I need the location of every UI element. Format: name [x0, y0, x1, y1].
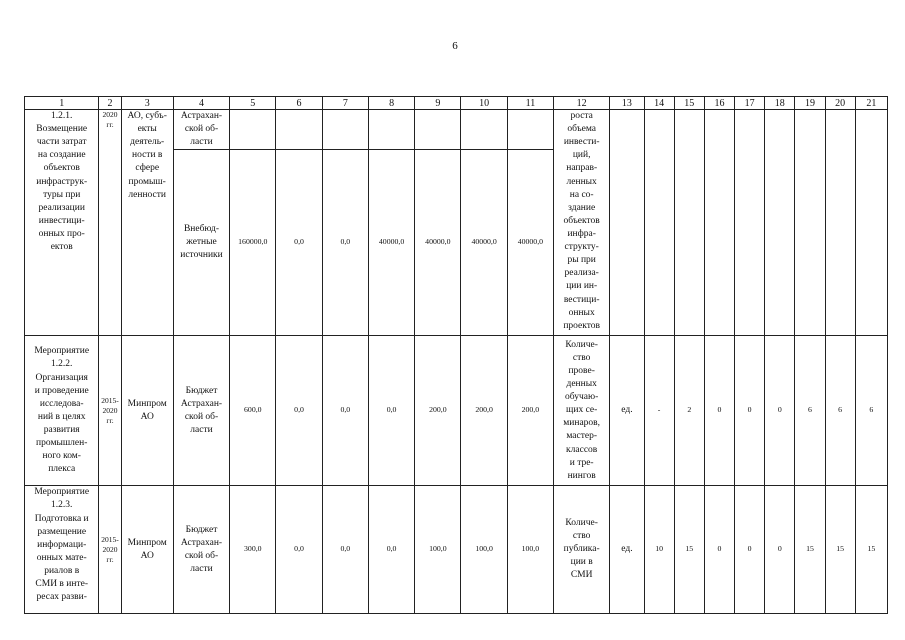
- target-cell: 0: [704, 486, 734, 614]
- activity-period: 2020 гг.: [99, 110, 121, 336]
- column-number: 16: [704, 97, 734, 110]
- target-cell: 6: [795, 336, 825, 486]
- value-cell: [507, 110, 553, 150]
- target-cell: 0: [765, 336, 795, 486]
- target-cell: 15: [855, 486, 887, 614]
- column-number: 21: [855, 97, 887, 110]
- indicator-name: Количе- ство прове- денных обучаю- щих се- минаров, мастер- классов и тре- нингов: [554, 336, 610, 486]
- value-cell: 0,0: [368, 336, 414, 486]
- target-cell: 0: [765, 486, 795, 614]
- value-cell: 200,0: [415, 336, 461, 486]
- activity-name: Мероприятие 1.2.2. Организация и проведение исследова- ний в целях развития промышлен- ного ком- плекса: [25, 336, 99, 486]
- indicator-name: Количе- ство публика- ции в СМИ: [554, 486, 610, 614]
- column-number: 8: [368, 97, 414, 110]
- target-cell: 15: [795, 486, 825, 614]
- column-number: 12: [554, 97, 610, 110]
- activity-name: 1.2.1. Возмещение части затрат на создание объектов инфраструк- туры при реализации инвестици- онных про- ектов: [25, 110, 99, 336]
- column-number: 19: [795, 97, 825, 110]
- target-cell: -: [644, 336, 674, 486]
- funding-source: Астрахан- ской об- ласти: [173, 110, 229, 150]
- column-number: 20: [825, 97, 855, 110]
- table-row: [25, 110, 888, 150]
- table-row: [25, 486, 888, 614]
- value-cell: 0,0: [276, 336, 322, 486]
- value-cell: 600,0: [230, 336, 276, 486]
- activity-executor: Минпром АО: [121, 336, 173, 486]
- column-number: 4: [173, 97, 229, 110]
- value-cell: 0,0: [276, 150, 322, 336]
- column-number-row: [25, 97, 888, 110]
- value-cell: 0,0: [322, 150, 368, 336]
- target-cell: [644, 110, 674, 336]
- value-cell: [368, 110, 414, 150]
- column-number: 6: [276, 97, 322, 110]
- target-cell: [855, 110, 887, 336]
- funding-source: Бюджет Астрахан- ской об- ласти: [173, 336, 229, 486]
- column-number: 7: [322, 97, 368, 110]
- value-cell: 100,0: [507, 486, 553, 614]
- target-cell: [795, 110, 825, 336]
- value-cell: 100,0: [415, 486, 461, 614]
- column-number: 10: [461, 97, 507, 110]
- target-cell: [674, 110, 704, 336]
- column-number: 2: [99, 97, 121, 110]
- target-cell: 10: [644, 486, 674, 614]
- value-cell: 0,0: [322, 336, 368, 486]
- value-cell: 0,0: [276, 486, 322, 614]
- indicator-name: роста объема инвести- ций, направ- ленных на со- здание объектов инфра- структу- ры при реализа- ции ин- вестици- онных проектов: [554, 110, 610, 336]
- column-number: 1: [25, 97, 99, 110]
- value-cell: 0,0: [322, 486, 368, 614]
- value-cell: 40000,0: [507, 150, 553, 336]
- value-cell: [322, 110, 368, 150]
- target-cell: [825, 110, 855, 336]
- page-number: 6: [452, 40, 458, 52]
- activity-executor: Минпром АО: [121, 486, 173, 614]
- value-cell: 160000,0: [230, 150, 276, 336]
- unit-cell: ед.: [610, 486, 644, 614]
- target-cell: [765, 110, 795, 336]
- value-cell: 40000,0: [368, 150, 414, 336]
- value-cell: 200,0: [461, 336, 507, 486]
- column-number: 13: [610, 97, 644, 110]
- column-number: 3: [121, 97, 173, 110]
- column-number: 17: [735, 97, 765, 110]
- activity-executor: АО, субъ- екты деятель- ности в сфере промыш- ленности: [121, 110, 173, 336]
- value-cell: 40000,0: [461, 150, 507, 336]
- table-row: [25, 336, 888, 486]
- value-cell: 100,0: [461, 486, 507, 614]
- value-cell: [461, 110, 507, 150]
- value-cell: [230, 110, 276, 150]
- activity-period: 2015- 2020 гг.: [99, 486, 121, 614]
- target-cell: 6: [825, 336, 855, 486]
- column-number: 9: [415, 97, 461, 110]
- value-cell: [415, 110, 461, 150]
- target-cell: 6: [855, 336, 887, 486]
- value-cell: 200,0: [507, 336, 553, 486]
- target-cell: [735, 110, 765, 336]
- unit-cell: [610, 110, 644, 336]
- target-cell: 15: [674, 486, 704, 614]
- column-number: 14: [644, 97, 674, 110]
- column-number: 5: [230, 97, 276, 110]
- target-cell: 0: [704, 336, 734, 486]
- value-cell: 40000,0: [415, 150, 461, 336]
- value-cell: [276, 110, 322, 150]
- funding-source: Бюджет Астрахан- ской об- ласти: [173, 486, 229, 614]
- column-number: 11: [507, 97, 553, 110]
- column-number: 15: [674, 97, 704, 110]
- activity-name: Мероприятие 1.2.3. Подготовка и размещение информаци- онных мате- риалов в СМИ в инте- ресах разви-: [25, 486, 99, 614]
- program-activities-table: [24, 96, 888, 614]
- column-number: 18: [765, 97, 795, 110]
- target-cell: [704, 110, 734, 336]
- target-cell: 15: [825, 486, 855, 614]
- activity-period: 2015- 2020 гг.: [99, 336, 121, 486]
- funding-source: Внебюд- жетные источники: [173, 150, 229, 336]
- value-cell: 0,0: [368, 486, 414, 614]
- target-cell: 2: [674, 336, 704, 486]
- unit-cell: ед.: [610, 336, 644, 486]
- target-cell: 0: [735, 486, 765, 614]
- target-cell: 0: [735, 336, 765, 486]
- value-cell: 300,0: [230, 486, 276, 614]
